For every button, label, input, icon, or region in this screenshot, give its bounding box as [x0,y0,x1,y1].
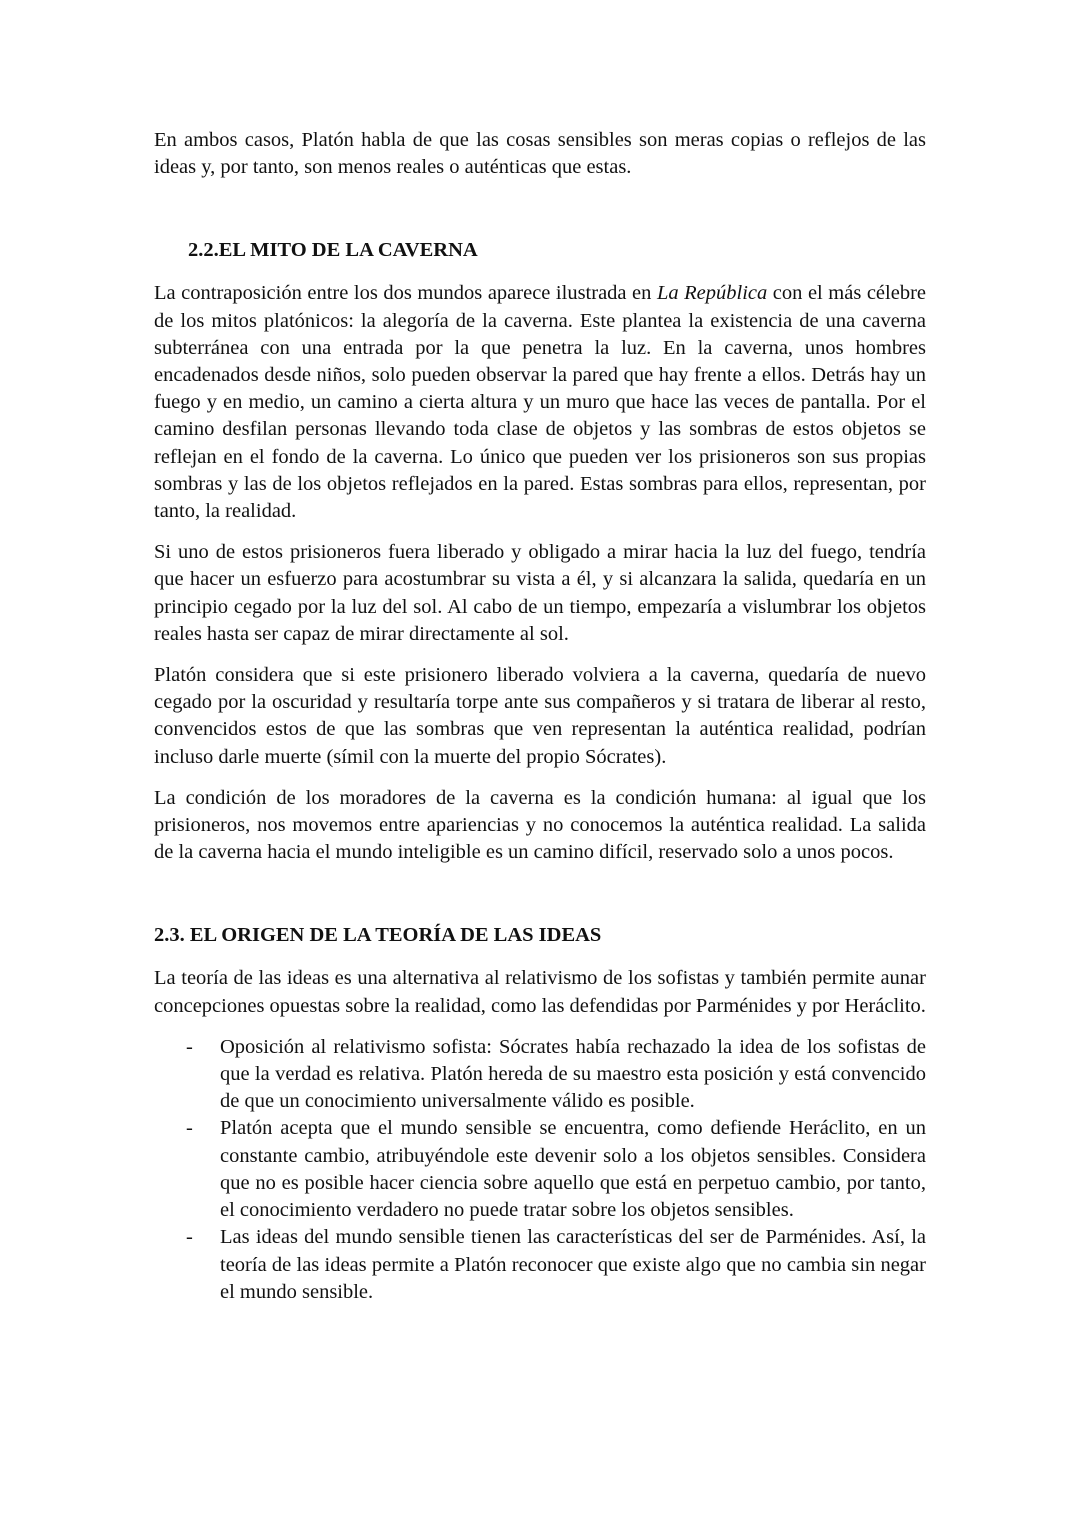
list-item [154,1115,926,1224]
section-heading-mito-caverna: 2.2.EL MITO DE LA CAVERNA [188,239,478,262]
caverna-p1-text-end: con el más célebre de los mitos platónicos: la alegoría de la caverna. Este plantea la existencia de una caverna subterránea con una entrada por la que penetra la luz. En la caverna, unos hombres encadenados desde niños, solo pueden observar la pared que hay frente a ellos. Detrás hay un fuego y en medio, un camino a cierta altura y un muro que hace las veces de pantalla. Por el camino desfilan personas llevando toda clase de objetos y las sombras de estos objetos se reflejan en el fondo de la caverna. Lo único que pueden ver los prisioneros son sus propias sombras y las de los objetos reflejados en la pared. Estas sombras para ellos, representan, por tanto, la realidad. [154,282,926,523]
list-item [154,1034,926,1116]
list-item-text: Las ideas del mundo sensible tienen las características del ser de Parménides. Así, la teoría de las ideas permite a Platón reconocer que existe algo que no cambia sin negar el mundo sensible. [220,1226,926,1303]
la-republica-title: La República [656,282,768,305]
caverna-paragraph-1 [154,280,926,525]
caverna-paragraph-2: Si uno de estos prisioneros fuera liberado y obligado a mirar hacia la luz del fuego, tendría que hacer un esfuerzo para acostumbrar su vista a él, y si alcanzara la salida, quedaría en un principio cegado por la luz del sol. Al cabo de un tiempo, empezaría a vislumbrar los objetos reales hasta ser capaz de mirar directamente al sol. [154,541,926,645]
list-item-text: Oposición al relativismo sofista: Sócrates había rechazado la idea de los sofistas de que la verdad es relativa. Platón hereda de su maestro esta posición y está convencido de que un conocimiento universalmente válido es posible. [220,1035,926,1113]
origen-paragraph-1: La teoría de las ideas es una alternativa al relativismo de los sofistas y también permite aunar concepciones opuestas sobre la realidad, como las defendidas por Parménides y por Heráclito. [154,967,926,1017]
caverna-paragraph-3: Platón considera que si este prisionero liberado volviera a la caverna, quedaría de nuevo cegado por la oscuridad y resultaría torpe ante sus compañeros y si tratara de liberar al resto, convencidos estos de que las sombras que ven representan la auténtica realidad, podrían incluso darle muerte (símil con la muerte del propio Sócrates). [154,664,926,768]
intro-paragraph: En ambos casos, Platón habla de que las cosas sensibles son meras copias o reflejos de las ideas y, por tanto, son menos reales o auténticas que estas. [154,129,926,179]
dash-bullet: - [186,1117,193,1140]
document-page [154,127,926,1306]
caverna-p1-text-start: La contraposición entre los dos mundos aparece ilustrada en [154,282,657,305]
list-item [154,1224,926,1306]
dash-bullet: - [186,1226,193,1249]
caverna-paragraph-4: La condición de los moradores de la caverna es la condición humana: al igual que los prisioneros, nos movemos entre apariencias y no conocemos la auténtica realidad. La salida de la caverna hacia el mundo inteligible es un camino difícil, reservado solo a unos pocos. [154,786,926,864]
section-heading-origen-teoria: 2.3. EL ORIGEN DE LA TEORÍA DE LAS IDEAS [154,924,602,947]
dash-bullet: - [186,1035,193,1058]
origen-bullet-list [154,1034,926,1306]
list-item-text: Platón acepta que el mundo sensible se encuentra, como defiende Heráclito, en un constante cambio, atribuyéndole este devenir solo a los objetos sensibles. Considera que no es posible hacer ciencia sobre aquello que está en perpetuo cambio, por tanto, el conocimiento verdadero no puede tratar sobre los objetos sensibles. [220,1117,926,1222]
